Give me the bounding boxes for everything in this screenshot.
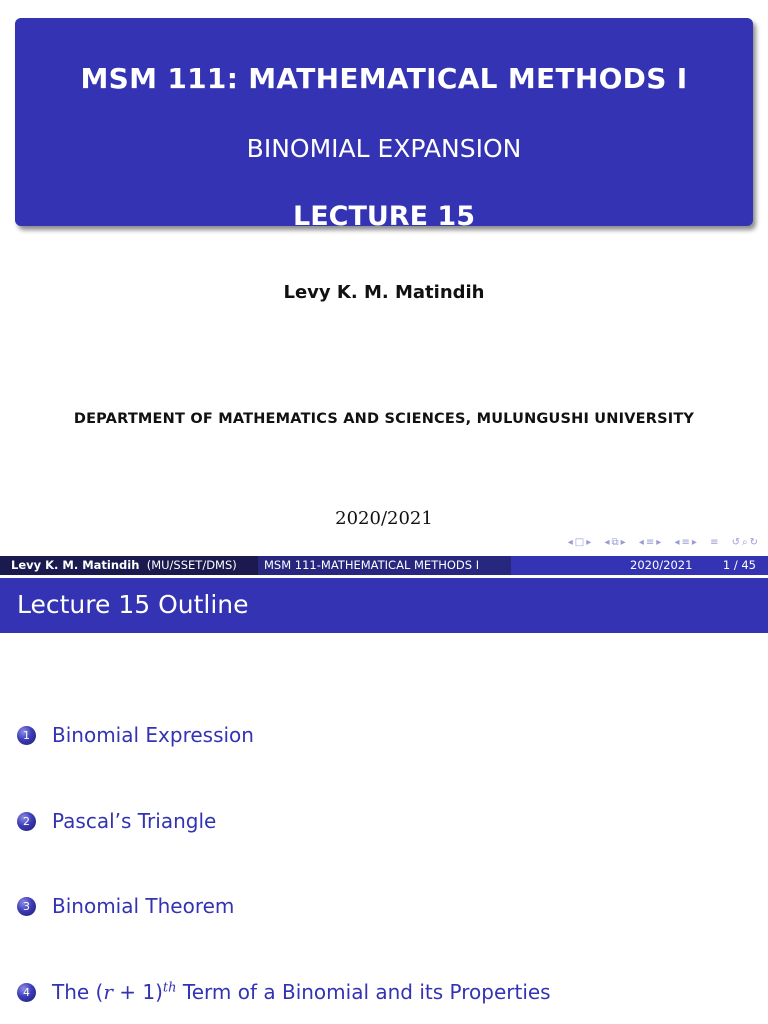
- superscript-th: th: [162, 980, 177, 996]
- subtitle: BINOMIAL EXPANSION: [246, 134, 522, 163]
- footline-course: MSM 111-MATHEMATICAL METHODS I: [258, 556, 511, 575]
- nav-align-icon[interactable]: ≡: [710, 537, 721, 548]
- math-variable-r: r: [103, 980, 113, 1004]
- course-title: MSM 111: MATHEMATICAL METHODS I: [80, 62, 688, 95]
- item-number-ball: 3: [17, 897, 36, 916]
- term-suffix: Term of a Binomial and its Properties: [176, 980, 551, 1004]
- outline-link-binomial-expression[interactable]: Binomial Expression: [52, 723, 254, 747]
- nav-subsection-icon[interactable]: ◂⧉▸: [604, 537, 628, 548]
- author-name: Levy K. M. Matindih: [283, 282, 485, 303]
- page-number: 1 / 45: [722, 558, 756, 572]
- presentation-date: 2020/2021: [335, 508, 433, 529]
- frame-title-bar: [0, 578, 768, 633]
- navigation-symbols: [562, 537, 760, 548]
- footline-date-page: [511, 556, 768, 575]
- footline-author-name: Levy K. M. Matindih: [11, 558, 140, 572]
- institute: DEPARTMENT OF MATHEMATICS AND SCIENCES, MULUNGUSHI UNIVERSITY: [73, 411, 695, 427]
- nav-frame-icon[interactable]: ◂□▸: [567, 537, 594, 548]
- outline-item-1[interactable]: [17, 720, 254, 750]
- nav-search-icon[interactable]: ↺⌕↻: [731, 537, 760, 548]
- lecture-number: LECTURE 15: [292, 201, 475, 232]
- title-box: [15, 18, 753, 232]
- frame-title: Lecture 15 Outline: [17, 590, 249, 619]
- footline: [0, 556, 768, 575]
- outline-link-pascals-triangle[interactable]: Pascal’s Triangle: [52, 809, 217, 833]
- footline-date: 2020/2021: [630, 558, 693, 572]
- term-mid: + 1): [112, 980, 163, 1004]
- item-number-ball: 4: [17, 983, 36, 1002]
- outline-item-4[interactable]: [17, 977, 551, 1007]
- nav-section-icon[interactable]: ◂≡▸: [638, 537, 664, 548]
- outline-link-r-plus-1-term[interactable]: [52, 980, 551, 1004]
- outline-item-2[interactable]: [17, 806, 216, 836]
- term-prefix: The (: [52, 980, 104, 1004]
- outline-link-binomial-theorem[interactable]: Binomial Theorem: [52, 894, 235, 918]
- outline-item-3[interactable]: [17, 891, 234, 921]
- footline-affiliation: (MU/SSET/DMS): [146, 558, 237, 572]
- item-number-ball: 2: [17, 812, 36, 831]
- item-number-ball: 1: [17, 726, 36, 745]
- footline-author: [0, 556, 258, 575]
- nav-section-icon-2[interactable]: ◂≡▸: [674, 537, 699, 548]
